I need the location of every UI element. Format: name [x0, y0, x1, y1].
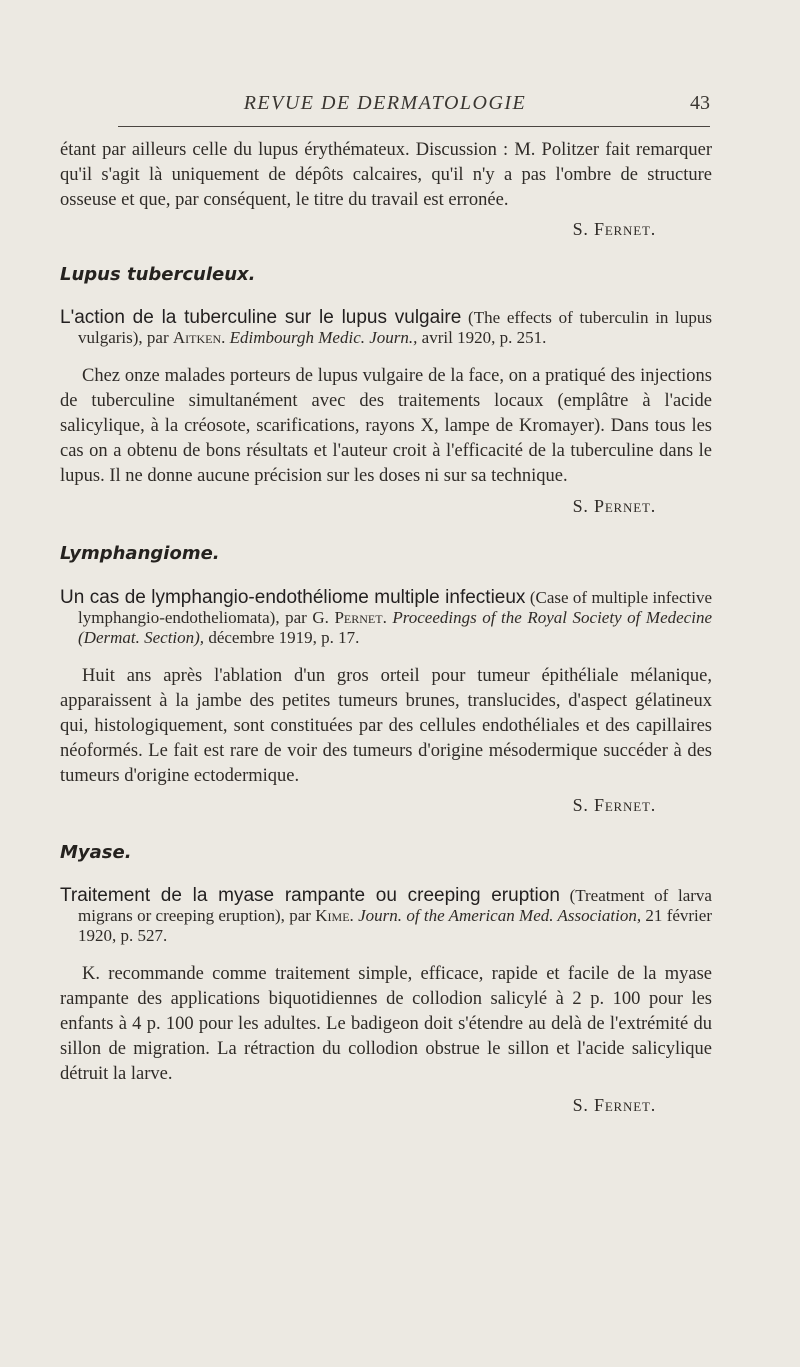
signature-myase: S. Fernet.	[572, 1095, 656, 1115]
page-number: 43	[690, 92, 710, 114]
citation-lupus: L'action de la tuberculine sur le lupus vulgaire (The effects of tuberculin in lupus vulgaris), par Aitken. Edimbourgh Medic. Journ., avril 1920, p. 251.	[60, 307, 712, 347]
author-myase: Kime	[315, 906, 350, 925]
continuation-paragraph: étant par ailleurs celle du lupus érythémateux. Discussion : M. Politzer fait remarquer qu'il s'agit là uniquement de dépôts calcaires, qu'il n'y a pas l'ombre de structure osseuse et que, par conséquent, le titre du travail est erronée.	[60, 140, 712, 210]
date-lupus: avril 1920, p. 251.	[417, 328, 547, 347]
page-header	[60, 92, 710, 122]
article-title-lupus: L'action de la tuberculine sur le lupus vulgaire	[60, 307, 462, 328]
original-title-lupus: (The effects of tuberculin in lupus vulgaris), par	[78, 308, 712, 347]
citation-myase: Traitement de la myase rampante ou creeping eruption (Treatment of larva migrans or creeping eruption), par Kime. Journ. of the American Med. Association, 21 février 1920, p. 527.	[60, 885, 712, 945]
section-title-myase: Myase.	[60, 842, 132, 863]
summary-myase: K. recommande comme traitement simple, efficace, rapide et facile de la myase rampante des applications biquotidiennes de collodion salicylé à 2 p. 100 pour les enfants à 4 p. 100 pour les adultes. Le badigeon doit s'étendre au delà de l'extrémité du sillon de migration. La rétraction du collodion obstrue le sillon et l'acide salicylique détruit la larve.	[60, 964, 712, 1084]
page-content	[60, 138, 712, 1116]
original-title-myase: (Treatment of larva migrans or creeping eruption), par	[78, 886, 712, 925]
signature-lupus: S. Pernet.	[572, 496, 656, 516]
journal-lupus: Edimbourgh Medic. Journ.,	[229, 328, 418, 347]
running-head: REVUE DE DERMATOLOGIE	[243, 92, 527, 114]
header-rule	[118, 126, 710, 127]
date-myase: 21 février 1920, p. 527.	[78, 906, 712, 945]
citation-lymphangiome: Un cas de lymphangio-endothéliome multiple infectieux (Case of multiple infective lymphangio-endotheliomata), par G. Pernet. Proceedings of the Royal Society of Medecine (Dermat. Section), décembre 1919, p. 17.	[60, 587, 713, 647]
author-lymphangiome: Pernet	[334, 608, 383, 627]
signature-lymphangiome: S. Fernet.	[572, 795, 656, 815]
summary-lymphangiome: Huit ans après l'ablation d'un gros orteil pour tumeur épithéliale mélanique, apparaissent à la jambe des petites tumeurs brunes, translucides, d'aspect gélatineux qui, histologiquement, sont constituées par des cellules endothéliales et des capillaires néoformés. Le fait est rare de voir des tumeurs d'origine mésodermique succéder à des tumeurs d'origine ectodermique.	[60, 666, 712, 786]
date-lymphangiome: décembre 1919, p. 17.	[204, 628, 360, 647]
article-title-myase: Traitement de la myase rampante ou creeping eruption	[60, 885, 560, 906]
journal-lymphangiome: Proceedings of the Royal Society of Medecine (Dermat. Section),	[78, 608, 712, 647]
section-title-lupus: Lupus tuberculeux.	[60, 264, 256, 285]
journal-myase: Journ. of the American Med. Association,	[358, 906, 642, 925]
continuation-signature: S. Fernet.	[572, 219, 656, 239]
article-title-lymphangiome: Un cas de lymphangio-endothéliome multiple infectieux	[60, 587, 526, 608]
summary-lupus: Chez onze malades porteurs de lupus vulgaire de la face, on a pratiqué des injections de tuberculine simultanément avec des traitements locaux (emplâtre à l'acide salicylique, à la créosote, scarifications, rayons X, lampe de Kromayer). Dans tous les cas on a obtenu de bons résultats et l'auteur croit à l'efficacité de la tuberculine dans le lupus. Il ne donne aucune précision sur les doses ni sur sa technique.	[60, 366, 712, 486]
original-title-lymphangiome: (Case of multiple infective lymphangio-endotheliomata), par G.	[78, 588, 713, 627]
section-title-lymphangiome: Lymphangiome.	[60, 543, 220, 564]
author-lupus: Aitken	[172, 328, 222, 347]
